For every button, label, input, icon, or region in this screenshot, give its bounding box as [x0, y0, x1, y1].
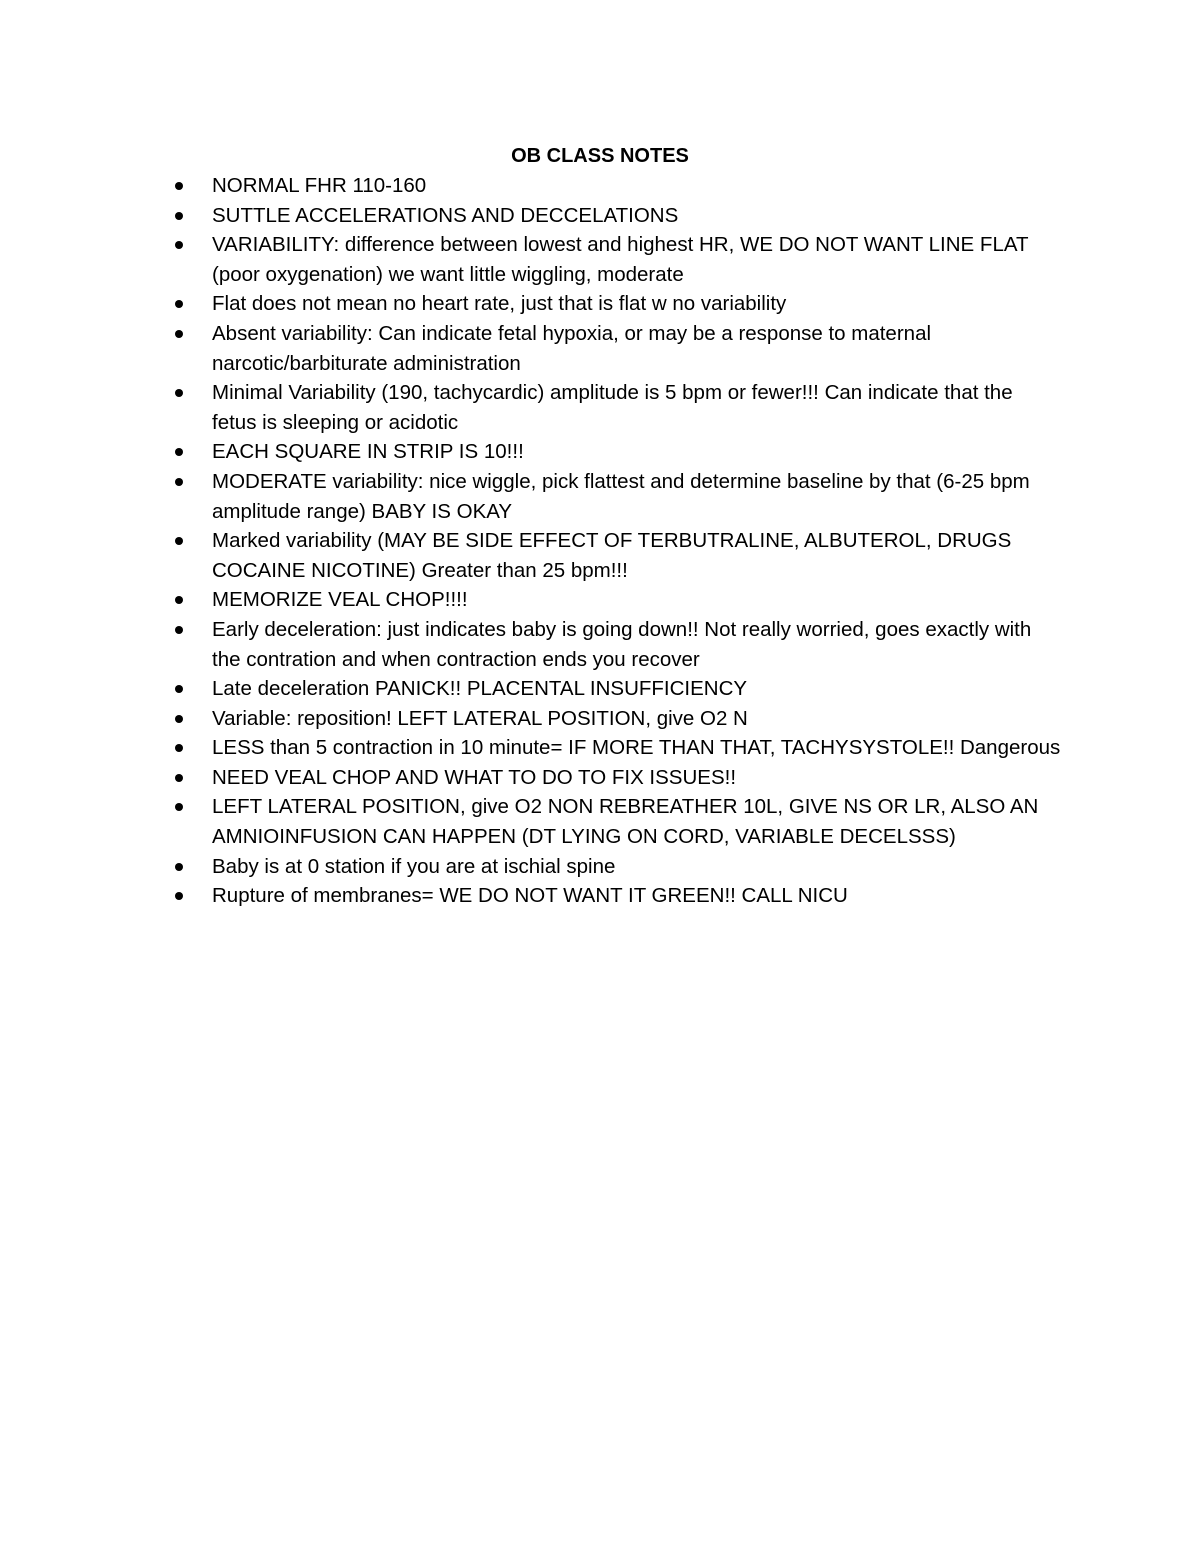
list-item-text: EACH SQUARE IN STRIP IS 10!!! [212, 440, 524, 464]
list-item-text: Baby is at 0 station if you are at ischial spine [212, 854, 616, 878]
list-item [212, 615, 1062, 674]
list-item-text: Flat does not mean no heart rate, just that is flat w no variability [212, 292, 787, 316]
bullet-icon [175, 389, 183, 397]
list-item [212, 467, 1062, 526]
bullet-icon [175, 892, 183, 900]
list-item [212, 733, 1062, 763]
list-item-text: Absent variability: Can indicate fetal hypoxia, or may be a response to maternal narcotic/barbiturate administration [212, 321, 932, 375]
list-item [212, 171, 1062, 201]
bullet-icon [175, 182, 183, 190]
list-item-text: MODERATE variability: nice wiggle, pick flattest and determine baseline by that (6-25 bpm amplitude range) BABY IS OKAY [212, 469, 1030, 523]
bullet-icon [175, 744, 183, 752]
list-item [212, 230, 1062, 289]
list-item-text: Early deceleration: just indicates baby is going down!! Not really worried, goes exactly with the contration and when contraction ends you recover [212, 617, 1032, 671]
list-item [212, 852, 1062, 882]
bullet-icon [175, 715, 183, 723]
bullet-icon [175, 330, 183, 338]
list-item-text: VARIABILITY: difference between lowest and highest HR, WE DO NOT WANT LINE FLAT (poor oxygenation) we want little wiggling, moderate [212, 233, 1029, 286]
list-item-text: NORMAL FHR 110-160 [212, 174, 427, 197]
list-item [212, 704, 1062, 734]
bullet-icon [175, 448, 183, 456]
list-item [212, 881, 1062, 911]
list-item [212, 437, 1062, 467]
bullet-icon [175, 863, 183, 871]
list-item-text: Variable: reposition! LEFT LATERAL POSITION, give O2 N [212, 706, 748, 730]
list-item-text: Marked variability (MAY BE SIDE EFFECT OF TERBUTRALINE, ALBUTEROL, DRUGS COCAINE NICOTINE) Greater than 25 bpm!!! [212, 529, 1012, 582]
list-item [212, 763, 1062, 793]
list-item-text: SUTTLE ACCELERATIONS AND DECCELATIONS [212, 203, 679, 227]
list-item [212, 526, 1062, 585]
page-title: OB CLASS NOTES [511, 145, 689, 167]
bullet-icon [175, 596, 183, 604]
list-item [212, 792, 1062, 851]
list-item-text: Late deceleration PANICK!! PLACENTAL INSUFFICIENCY [212, 677, 748, 701]
bullet-icon [175, 478, 183, 486]
list-item-text: Rupture of membranes= WE DO NOT WANT IT GREEN!! CALL NICU [212, 884, 848, 908]
list-item-text: NEED VEAL CHOP AND WHAT TO DO TO FIX ISSUES!! [212, 765, 737, 789]
bullet-icon [175, 537, 183, 545]
list-item-text: LEFT LATERAL POSITION, give O2 NON REBREATHER 10L, GIVE NS OR LR, ALSO AN AMNIOINFUSION CAN HAPPEN (DT LYING ON CORD, VARIABLE DECELSSS) [212, 795, 1039, 849]
notes-list [212, 171, 1062, 911]
bullet-icon [175, 212, 183, 220]
list-item [212, 319, 1062, 378]
bullet-icon [175, 626, 183, 634]
list-item [212, 674, 1062, 704]
list-item-text: Minimal Variability (190, tachycardic) amplitude is 5 bpm or fewer!!! Can indicate that the fetus is sleeping or acidotic [212, 381, 1013, 434]
bullet-icon [175, 803, 183, 811]
bullet-icon [175, 300, 183, 308]
bullet-icon [175, 241, 183, 249]
list-item [212, 378, 1062, 437]
bullet-icon [175, 774, 183, 782]
list-item [212, 585, 1062, 615]
list-item [212, 201, 1062, 231]
list-item-text: LESS than 5 contraction in 10 minute= IF MORE THAN THAT, TACHYSYSTOLE!! Dangerous [212, 736, 1061, 760]
bullet-icon [175, 685, 183, 693]
list-item [212, 289, 1062, 319]
list-item-text: MEMORIZE VEAL CHOP!!!! [212, 588, 468, 612]
